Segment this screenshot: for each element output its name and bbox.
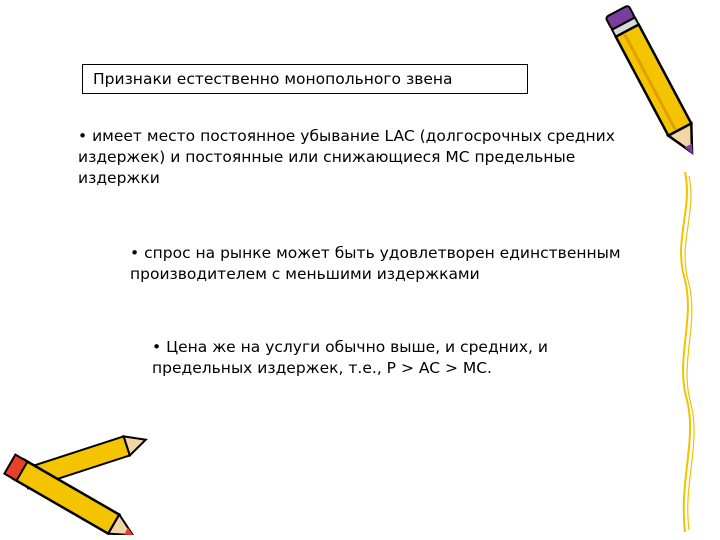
bullet-marker: •: [78, 127, 88, 145]
slide-title: Признаки естественно монопольного звена: [82, 64, 528, 94]
bullet-text: спрос на рынке может быть удовлетворен единственным производителем с меньшими издержками: [130, 244, 621, 283]
bullet-marker: •: [130, 244, 140, 262]
bullet-point-3: [152, 337, 602, 379]
scribble-line-icon: [655, 170, 705, 535]
bullet-point-2: [130, 243, 650, 285]
pencil-icon: [600, 0, 710, 170]
crayons-icon: [0, 430, 160, 535]
bullet-marker: •: [152, 338, 162, 356]
bullet-text: Цена же на услуги обычно выше, и средних, и предельных издержек, т.е., P > AC > MC.: [152, 338, 548, 377]
bullet-point-1: [78, 126, 658, 189]
bullet-text: имеет место постоянное убывание LAC (долгосрочных средних издержек) и постоянные или снижающиеся MC предельные издержки: [78, 127, 615, 187]
